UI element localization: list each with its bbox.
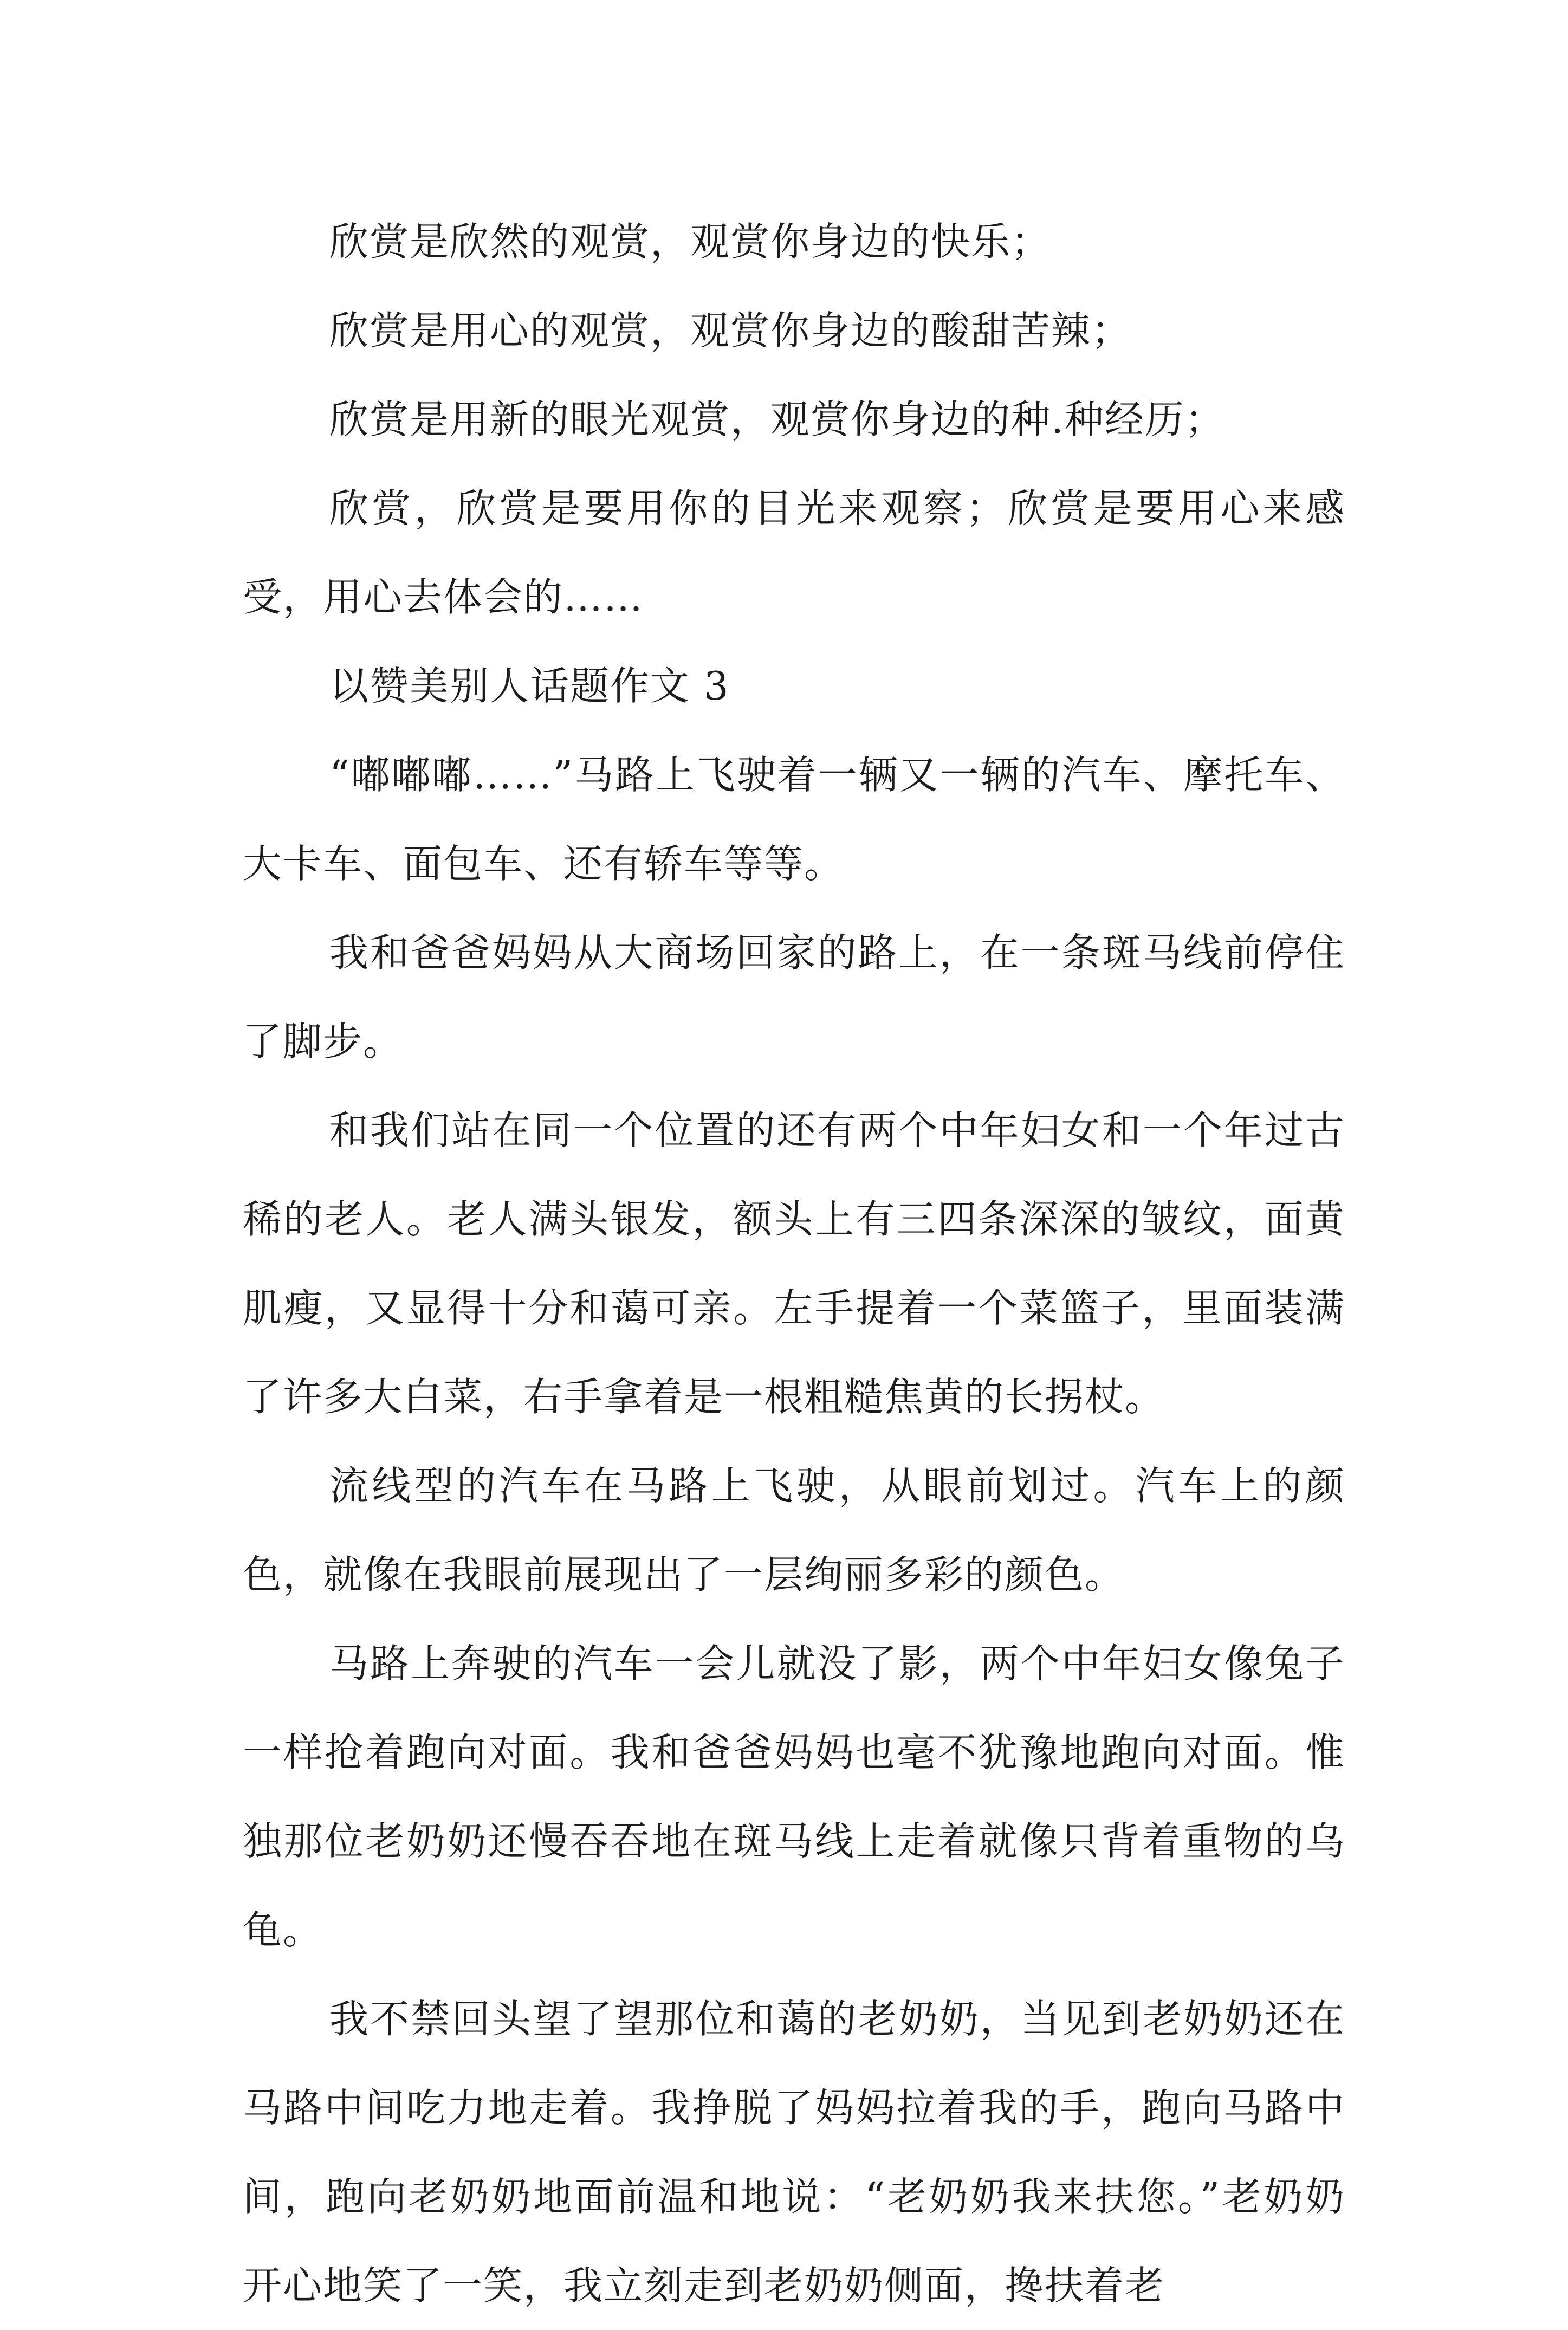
paragraph: “嘟嘟嘟……”马路上飞驶着一辆又一辆的汽车、摩托车、大卡车、面包车、还有轿车等等。 <box>243 752 1345 886</box>
paragraph: 欣赏是用新的眼光观赏，观赏你身边的种.种经历； <box>329 397 1225 442</box>
paragraph: 马路上奔驶的汽车一会儿就没了影，两个中年妇女像兔子一样抢着跑向对面。我和爸爸妈妈也毫不犹豫地跑向对面。惟独那位老奶奶还慢吞吞地在斑马线上走着就像只背着重物的乌龟。 <box>243 1641 1345 1953</box>
paragraph: 我和爸爸妈妈从大商场回家的路上，在一条斑马线前停住了脚步。 <box>243 930 1345 1064</box>
section-heading: 以赞美别人话题作文 3 <box>329 663 730 709</box>
paragraph: 我不禁回头望了望那位和蔼的老奶奶，当见到老奶奶还在马路中间吃力地走着。我挣脱了妈妈拉着我的手，跑向马路中间，跑向老奶奶地面前温和地说：“老奶奶我来扶您。”老奶奶开心地笑了一笑，我立刻走到老奶奶侧面，搀扶着老 <box>243 1996 1345 2308</box>
paragraph: 欣赏是欣然的观赏，观赏你身边的快乐； <box>329 219 1052 264</box>
body-text <box>243 197 1345 2330</box>
paragraph: 和我们站在同一个位置的还有两个中年妇女和一个年过古稀的老人。老人满头银发，额头上有三四条深深的皱纹，面黄肌瘦，又显得十分和蔼可亲。左手提着一个菜篮子，里面装满了许多大白菜，右手拿着是一根粗糙焦黄的长拐杖。 <box>243 1108 1345 1420</box>
paragraph: 欣赏是用心的观赏，观赏你身边的酸甜苦辣； <box>329 308 1132 353</box>
paragraph: 欣赏，欣赏是要用你的目光来观察；欣赏是要用心来感受，用心去体会的…… <box>243 486 1345 620</box>
paragraph: 流线型的汽车在马路上飞驶，从眼前划过。汽车上的颜色，就像在我眼前展现出了一层绚丽多彩的颜色。 <box>243 1463 1345 1597</box>
